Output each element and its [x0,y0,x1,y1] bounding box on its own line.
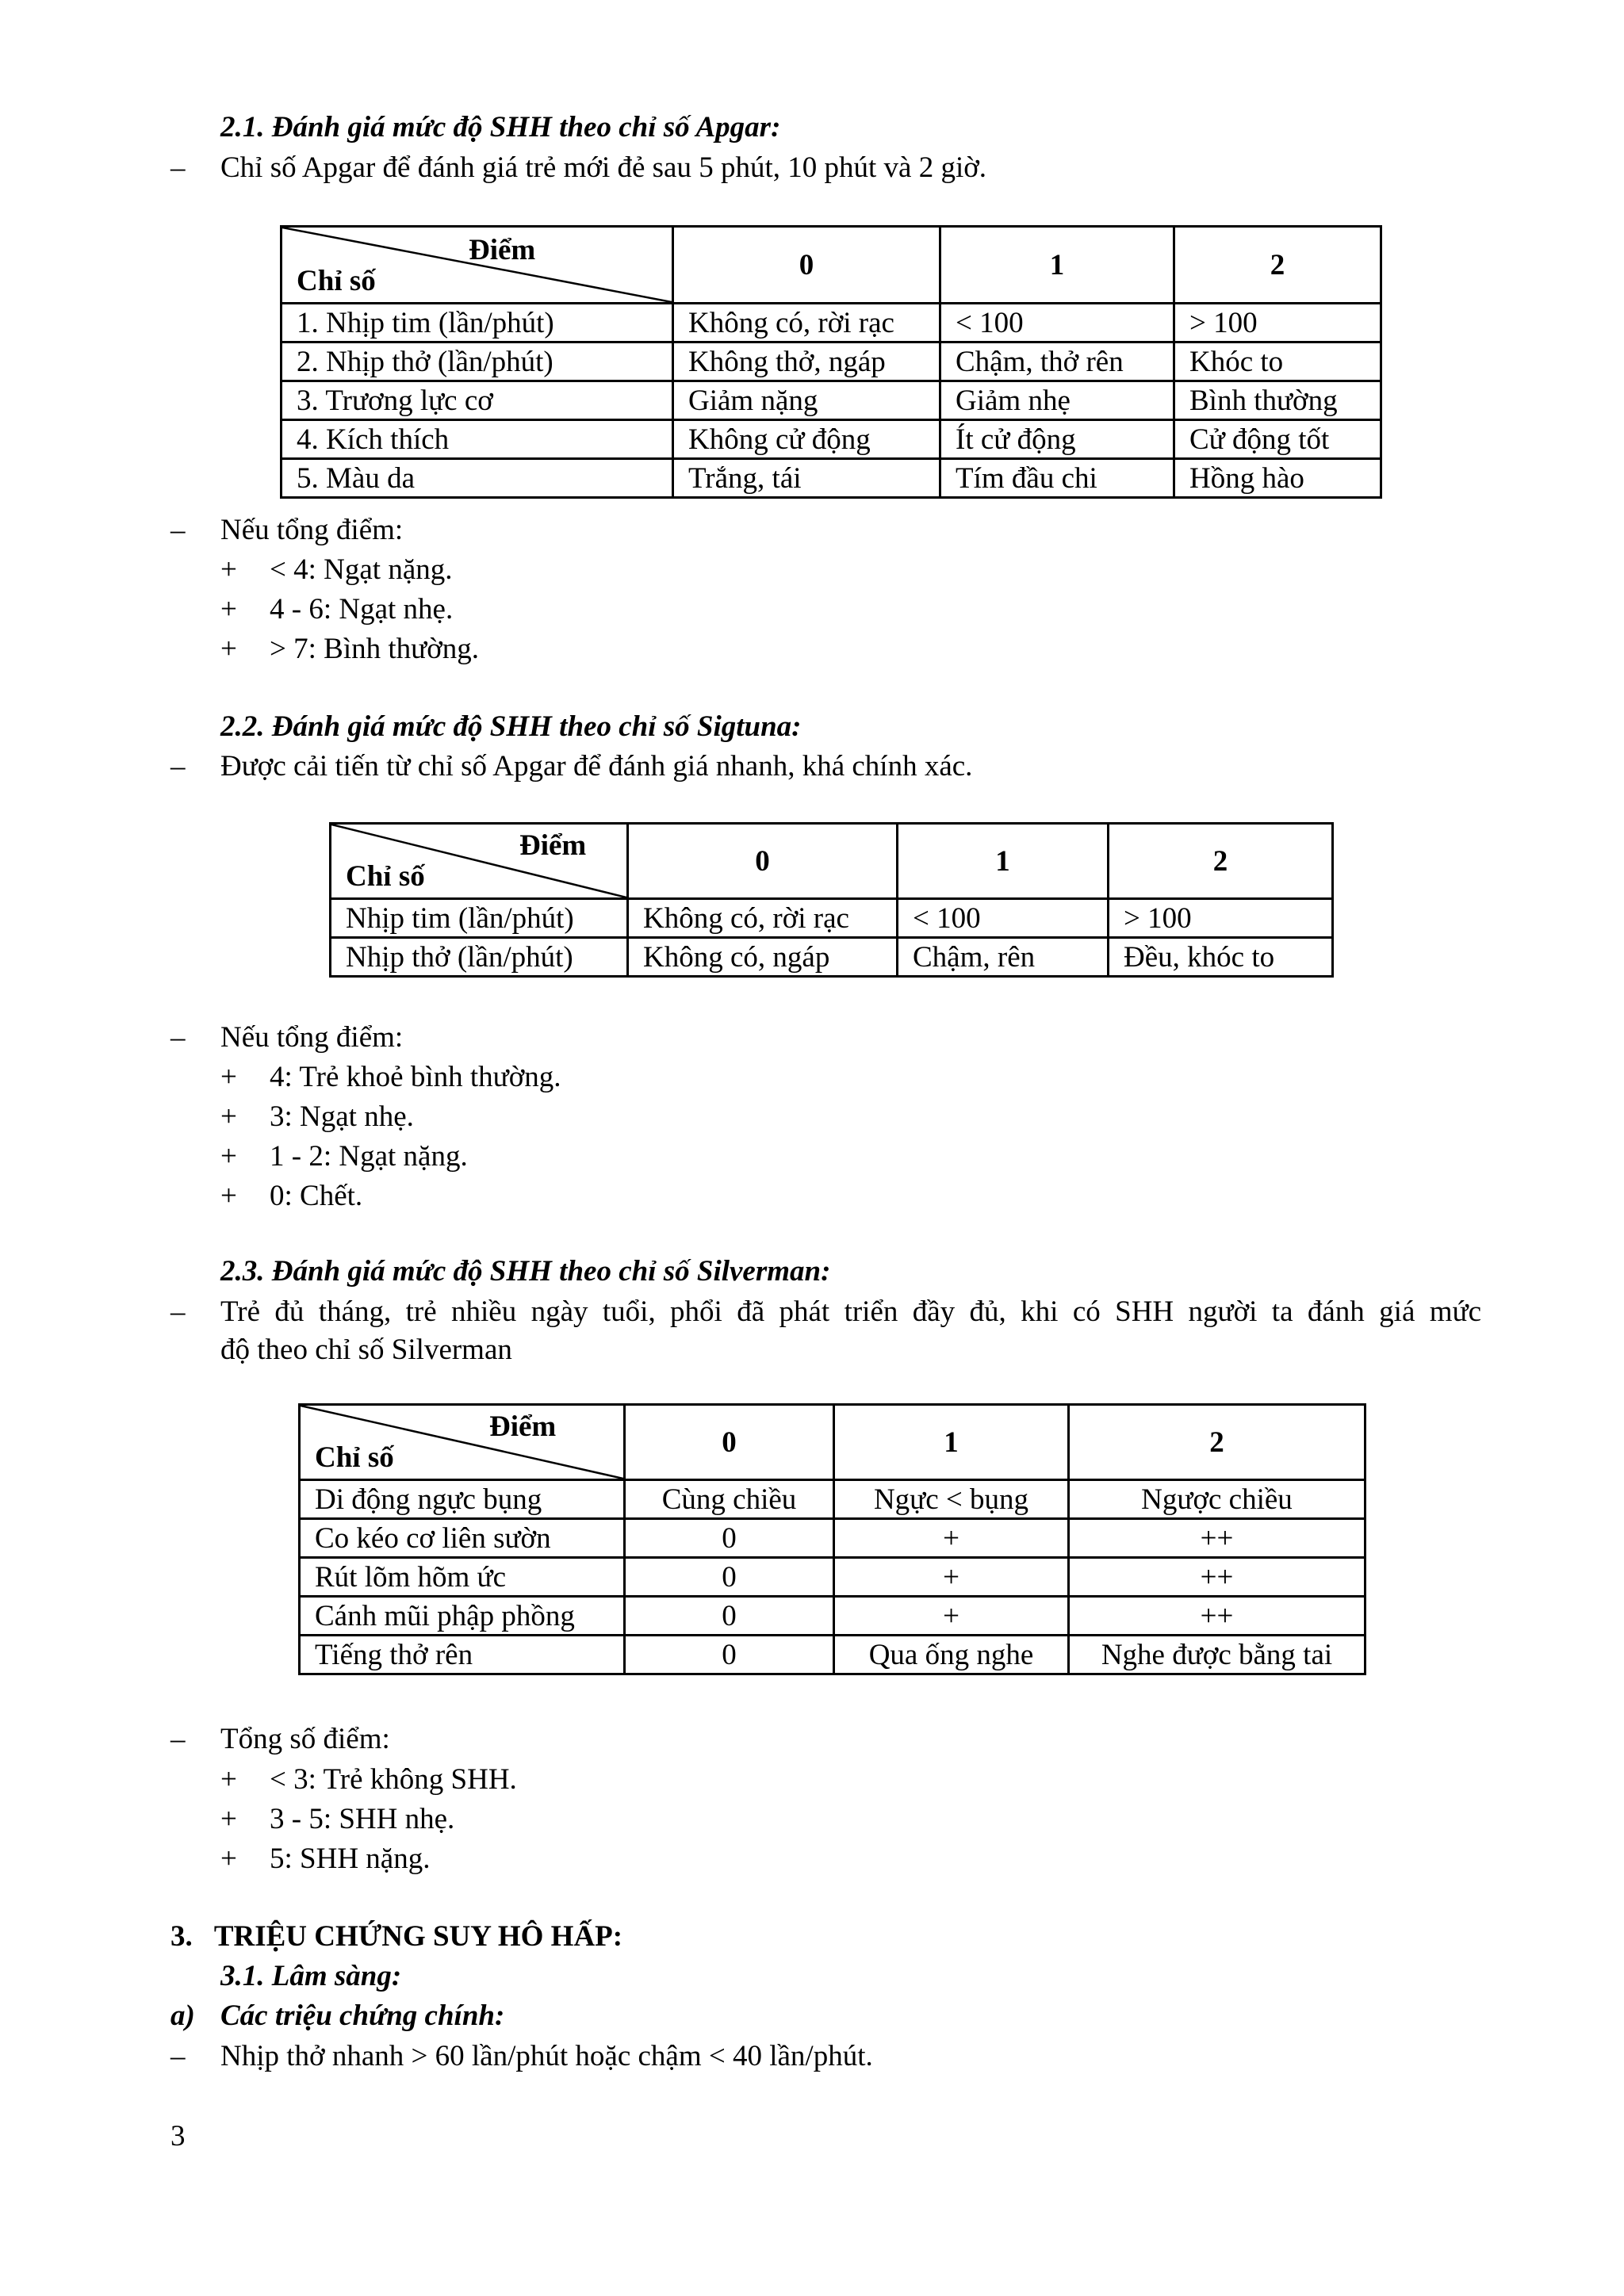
column-header: 2 [1069,1405,1365,1480]
apgar-result-label: Nếu tổng điểm: [220,514,404,546]
silverman-result-label: Tổng số điểm: [220,1723,390,1755]
section-heading-apgar: 2.1. Đánh giá mức độ SHH theo chỉ số Apgar: [220,111,781,144]
item-main-symptoms: Các triệu chứng chính: [220,1999,505,2032]
column-header: 0 [625,1405,834,1480]
sigtuna-result-item: 0: Chết. [270,1180,363,1212]
table-cell: > 100 [1174,304,1381,342]
sigtuna-table [329,822,1334,978]
table-cell: Hồng hào [1174,459,1381,498]
table-cell: Chậm, rên [898,938,1109,977]
sigtuna-result-item: 4: Trẻ khoẻ bình thường. [270,1061,561,1093]
dash-marker: – [170,514,186,546]
table-cell: Ngược chiều [1069,1480,1365,1519]
sigtuna-result-label: Nếu tổng điểm: [220,1021,404,1054]
table-cell: + [834,1597,1069,1636]
plus-marker: + [220,1843,237,1875]
table-cell: Cánh mũi phập phồng [300,1597,625,1636]
table-cell: ++ [1069,1519,1365,1558]
table-row [331,899,1333,938]
table-cell: > 100 [1109,899,1333,938]
corner-label-chi-so: Chỉ số [346,860,425,893]
plus-marker: + [220,553,237,586]
table-cell: Tím đầu chi [940,459,1174,498]
corner-label-diem: Điểm [519,829,587,862]
plus-marker: + [220,633,237,665]
table-row [282,381,1381,420]
table-cell: 1. Nhịp tim (lần/phút) [282,304,673,342]
table-cell: Cùng chiều [625,1480,834,1519]
table-corner-cell [282,227,673,304]
table-row [300,1597,1365,1636]
corner-label-chi-so: Chỉ số [297,265,376,297]
table-cell: < 100 [940,304,1174,342]
table-cell: 5. Màu da [282,459,673,498]
table-row [300,1636,1365,1674]
plus-marker: + [220,1763,237,1796]
silverman-result-item: 5: SHH nặng. [270,1843,431,1875]
table-cell: Ít cử động [940,420,1174,459]
table-cell: < 100 [898,899,1109,938]
table-cell: Ngực < bụng [834,1480,1069,1519]
silverman-intro-line1: Trẻ đủ tháng, trẻ nhiều ngày tuổi, phổi đã phát triển đầy đủ, khi có SHH người ta đánh giá mức [220,1295,1481,1328]
table-cell: 0 [625,1597,834,1636]
table-cell: Không cử động [673,420,940,459]
page-number: 3 [170,2120,186,2152]
sigtuna-intro: Được cải tiến từ chỉ số Apgar để đánh giá nhanh, khá chính xác. [220,750,973,783]
sigtuna-result-item: 1 - 2: Ngạt nặng. [270,1140,468,1173]
silverman-intro-line2: độ theo chỉ số Silverman [220,1334,512,1366]
table-row [282,304,1381,342]
table-cell: Giảm nặng [673,381,940,420]
dash-marker: – [170,1295,186,1328]
column-header: 2 [1174,227,1381,304]
dash-marker: – [170,2040,186,2072]
table-header-row [331,824,1333,899]
table-row [300,1558,1365,1597]
column-header: 0 [673,227,940,304]
table-cell: 3. Trương lực cơ [282,381,673,420]
table-cell: Nghe được bằng tai [1069,1636,1365,1674]
column-header: 0 [628,824,898,899]
table-row [282,459,1381,498]
symptom-breathing-rate: Nhịp thở nhanh > 60 lần/phút hoặc chậm < 40 lần/phút. [220,2040,873,2072]
plus-marker: + [220,1140,237,1173]
sub-heading-clinical: 3.1. Lâm sàng: [220,1960,402,1992]
silverman-result-item: 3 - 5: SHH nhẹ. [270,1803,455,1835]
apgar-intro: Chỉ số Apgar để đánh giá trẻ mới đẻ sau 5 phút, 10 phút và 2 giờ. [220,151,987,184]
table-corner-cell [300,1405,625,1480]
table-cell: 0 [625,1519,834,1558]
table-row [282,342,1381,381]
table-row [282,420,1381,459]
sigtuna-result-item: 3: Ngạt nhẹ. [270,1100,414,1133]
table-cell: Qua ống nghe [834,1636,1069,1674]
table-cell: Không thở, ngáp [673,342,940,381]
corner-label-diem: Điểm [489,1410,557,1443]
table-row [300,1480,1365,1519]
table-cell: Rút lõm hõm ức [300,1558,625,1597]
table-cell: Giảm nhẹ [940,381,1174,420]
table-row [331,938,1333,977]
table-cell: 2. Nhịp thở (lần/phút) [282,342,673,381]
table-cell: + [834,1558,1069,1597]
column-header: 1 [834,1405,1069,1480]
table-cell: ++ [1069,1558,1365,1597]
table-cell: Bình thường [1174,381,1381,420]
column-header: 2 [1109,824,1333,899]
plus-marker: + [220,1100,237,1133]
table-row [300,1519,1365,1558]
corner-label-chi-so: Chỉ số [315,1441,394,1474]
table-header-row [282,227,1381,304]
plus-marker: + [220,1803,237,1835]
table-cell: ++ [1069,1597,1365,1636]
silverman-result-item: < 3: Trẻ không SHH. [270,1763,517,1796]
table-cell: 4. Kích thích [282,420,673,459]
section-heading-silverman: 2.3. Đánh giá mức độ SHH theo chỉ số Silverman: [220,1255,831,1288]
table-cell: Không có, rời rạc [628,899,898,938]
section-heading-sigtuna: 2.2. Đánh giá mức độ SHH theo chỉ số Sigtuna: [220,710,802,743]
table-cell: Khóc to [1174,342,1381,381]
table-header-row [300,1405,1365,1480]
apgar-table [280,225,1382,499]
table-cell: Trắng, tái [673,459,940,498]
column-header: 1 [940,227,1174,304]
corner-label-diem: Điểm [469,234,536,266]
table-cell: Không có, rời rạc [673,304,940,342]
dash-marker: – [170,750,186,783]
item-label: a) [170,1999,195,2032]
apgar-result-item: 4 - 6: Ngạt nhẹ. [270,593,454,626]
apgar-result-item: < 4: Ngạt nặng. [270,553,453,586]
table-cell: Tiếng thở rên [300,1636,625,1674]
dash-marker: – [170,1021,186,1054]
plus-marker: + [220,1061,237,1093]
table-cell: Nhịp tim (lần/phút) [331,899,628,938]
table-corner-cell [331,824,628,899]
silverman-table [298,1403,1366,1675]
table-cell: 0 [625,1558,834,1597]
table-cell: Di động ngực bụng [300,1480,625,1519]
table-cell: + [834,1519,1069,1558]
table-cell: Chậm, thở rên [940,342,1174,381]
table-cell: Nhịp thở (lần/phút) [331,938,628,977]
apgar-result-item: > 7: Bình thường. [270,633,480,665]
table-cell: Cử động tốt [1174,420,1381,459]
dash-marker: – [170,151,186,184]
plus-marker: + [220,593,237,626]
dash-marker: – [170,1723,186,1755]
section-heading-symptoms: 3. TRIỆU CHỨNG SUY HÔ HẤP: [170,1920,623,1953]
table-cell: Không có, ngáp [628,938,898,977]
plus-marker: + [220,1180,237,1212]
table-cell: Đều, khóc to [1109,938,1333,977]
column-header: 1 [898,824,1109,899]
table-cell: 0 [625,1636,834,1674]
table-cell: Co kéo cơ liên sườn [300,1519,625,1558]
